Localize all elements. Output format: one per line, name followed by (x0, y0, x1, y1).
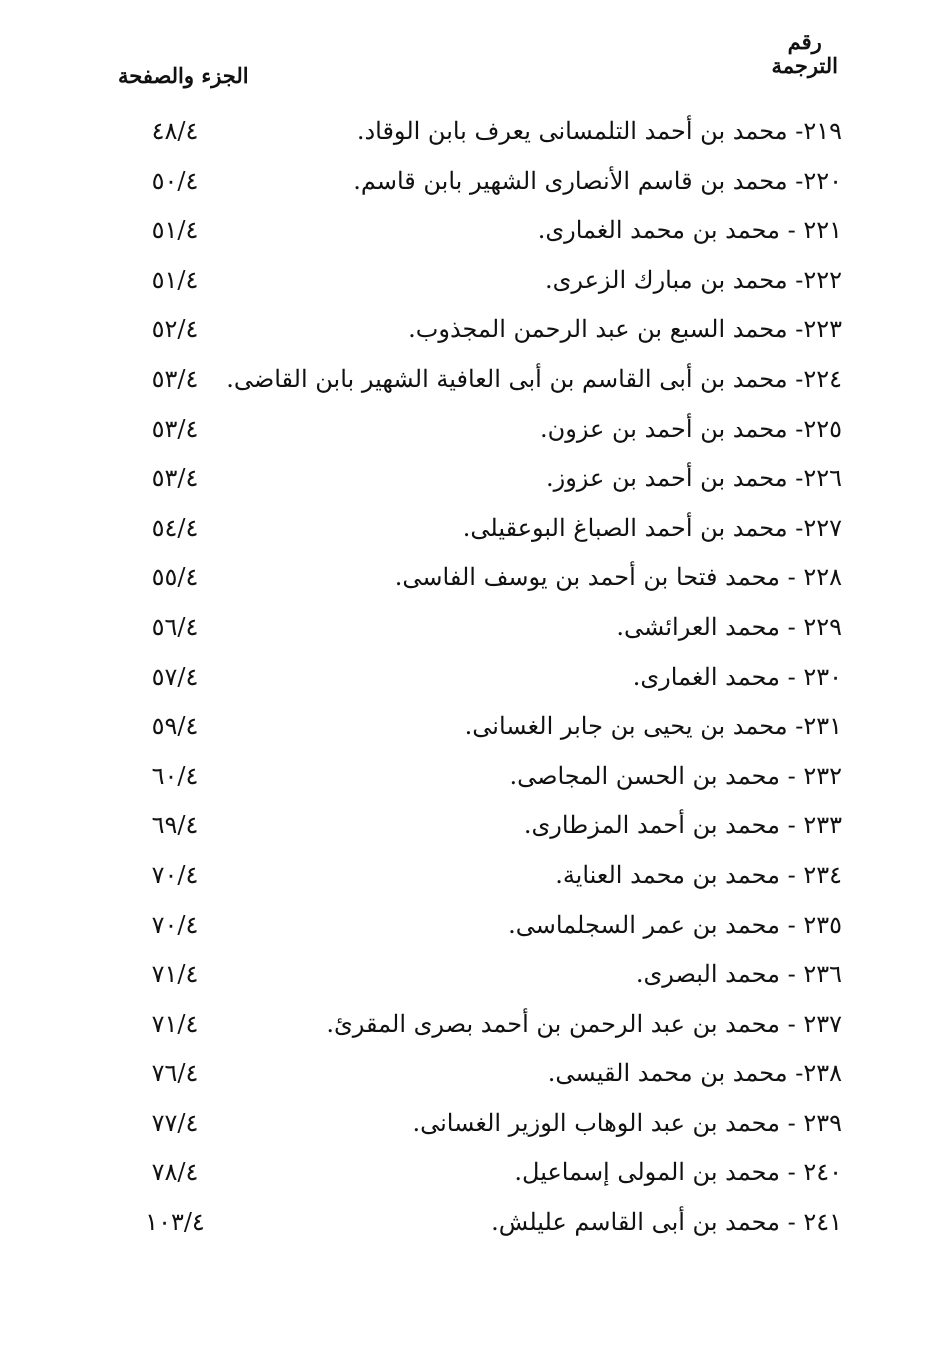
header-number-line-1: رقم (787, 29, 822, 54)
entry-title: ٢٢٦- محمد بن أحمد بن عزوز. (546, 464, 842, 493)
entry-volume-page: ٧٠/٤ (151, 860, 199, 889)
entry-volume-page: ٦٩/٤ (151, 811, 199, 840)
index-entry (0, 1204, 938, 1254)
entry-title: ٢٣٢ - محمد بن الحسن المجاصى. (509, 761, 842, 790)
entry-title: ٢٣١- محمد بن يحيى بن جابر الغسانى. (464, 712, 842, 741)
index-entry (0, 460, 938, 510)
entry-volume-page: ٧٨/٤ (151, 1158, 199, 1187)
index-entry (0, 1055, 938, 1105)
entry-volume-page: ٤٨/٤ (151, 117, 199, 145)
entry-title: ٢٤١ - محمد بن أبى القاسم عليلش. (491, 1208, 842, 1237)
entry-volume-page: ٧٠/٤ (151, 910, 199, 939)
entry-volume-page: ٥١/٤ (151, 265, 199, 294)
entry-title: ٢٢١ - محمد بن محمد الغمارى. (537, 216, 842, 245)
index-entry (0, 411, 938, 461)
index-entry (0, 262, 938, 312)
index-entry (0, 758, 938, 808)
entry-title: ٢٣٨- محمد بن محمد القيسى. (547, 1059, 842, 1088)
entry-volume-page: ٦٠/٤ (151, 761, 199, 790)
index-entry (0, 1006, 938, 1056)
index-entry (0, 956, 938, 1006)
index-entry (0, 510, 938, 560)
entry-volume-page: ٧١/٤ (151, 960, 199, 989)
entry-title: ٢٢٩ - محمد العرائشى. (616, 612, 842, 641)
entry-title: ٢٢٨ - محمد فتحا بن أحمد بن يوسف الفاسى. (394, 563, 842, 592)
index-entry (0, 311, 938, 361)
entry-volume-page: ٧٧/٤ (151, 1108, 199, 1137)
entry-title: ٢٢٣- محمد السبع بن عبد الرحمن المجذوب. (408, 315, 842, 344)
index-entry (0, 361, 938, 411)
entry-title: ٢٣٥ - محمد بن عمر السجلماسى. (508, 910, 842, 939)
index-entry (0, 559, 938, 609)
index-entry (0, 907, 938, 957)
entry-volume-page: ٧١/٤ (151, 1009, 199, 1038)
entry-title: ٢٢٠- محمد بن قاسم الأنصارى الشهير بابن قاسم. (353, 166, 842, 195)
entry-volume-page: ٥٤/٤ (151, 513, 199, 542)
entry-volume-page: ٥٢/٤ (151, 315, 199, 344)
entry-volume-page: ٥٣/٤ (151, 414, 199, 443)
index-entry (0, 708, 938, 758)
entry-title: ٢١٩- محمد بن أحمد التلمسانى يعرف بابن الوقاد. (356, 117, 842, 145)
biography-index-list (0, 113, 938, 1254)
volume-page-column-header: الجزء والصفحة (118, 63, 249, 88)
entry-volume-page: ٧٦/٤ (151, 1059, 199, 1088)
index-entry (0, 163, 938, 213)
entry-volume-page: ٥٥/٤ (151, 563, 199, 592)
entry-title: ٢٣٠ - محمد الغمارى. (632, 662, 842, 691)
entry-title: ٢٣٤ - محمد بن محمد العناية. (555, 860, 842, 889)
entry-title: ٢٢٥- محمد بن أحمد بن عزون. (539, 414, 842, 443)
index-entry (0, 857, 938, 907)
index-entry (0, 659, 938, 709)
entry-title: ٢٣٩ - محمد بن عبد الوهاب الوزير الغسانى. (412, 1108, 842, 1137)
index-entry (0, 807, 938, 857)
entry-volume-page: ١٠٣/٤ (145, 1208, 205, 1237)
entry-volume-page: ٥٦/٤ (151, 612, 199, 641)
entry-volume-page: ٥٠/٤ (151, 166, 199, 195)
index-entry (0, 212, 938, 262)
index-entry (0, 113, 938, 163)
index-entry (0, 1154, 938, 1204)
entry-volume-page: ٥٧/٤ (151, 662, 199, 691)
entry-title: ٢٣٦ - محمد البصرى. (635, 960, 842, 989)
index-entry (0, 609, 938, 659)
entry-title: ٢٢٧- محمد بن أحمد الصباغ البوعقيلى. (462, 513, 842, 542)
entry-title: ٢٣٣ - محمد بن أحمد المزطارى. (523, 811, 842, 840)
header-number-line-2: الترجمة (771, 53, 838, 78)
entry-volume-page: ٥١/٤ (151, 216, 199, 245)
entry-title: ٢٢٤- محمد بن أبى القاسم بن أبى العافية الشهير بابن القاضى. (226, 364, 842, 393)
entry-title: ٢٣٧ - محمد بن عبد الرحمن بن أحمد بصرى المقرئ. (326, 1009, 842, 1038)
index-entry (0, 1105, 938, 1155)
entry-volume-page: ٥٩/٤ (151, 712, 199, 741)
entry-volume-page: ٥٣/٤ (151, 364, 199, 393)
entry-title: ٢٤٠ - محمد بن المولى إسماعيل. (514, 1158, 842, 1187)
entry-title: ٢٢٢- محمد بن مبارك الزعرى. (544, 265, 842, 294)
entry-number-column-header (771, 30, 838, 78)
entry-volume-page: ٥٣/٤ (151, 464, 199, 493)
